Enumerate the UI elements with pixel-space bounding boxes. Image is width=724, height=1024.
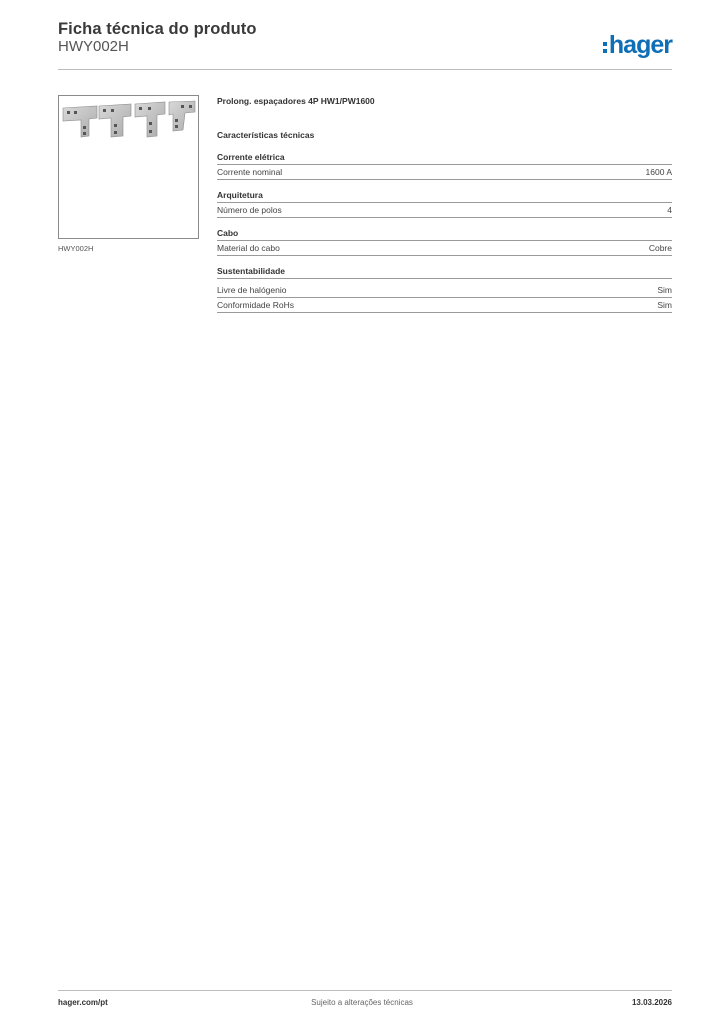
spec-group-cable — [217, 228, 672, 256]
spec-group-architecture — [217, 190, 672, 218]
spec-label: Conformidade RoHs — [217, 300, 295, 310]
spec-label: Corrente nominal — [217, 167, 283, 177]
hager-logo[interactable] — [603, 24, 672, 58]
spec-label: Número de polos — [217, 205, 282, 215]
spec-label: Livre de halógenio — [217, 285, 287, 295]
footer-notice: Sujeito a alterações técnicas — [311, 998, 413, 1007]
footer-divider — [58, 990, 672, 991]
spec-value: Sim — [657, 300, 672, 310]
logo-text: hager — [608, 31, 672, 59]
product-image — [58, 95, 199, 239]
busbar-extensions-icon — [59, 96, 198, 238]
spec-row — [217, 298, 672, 313]
spec-group-electric-current — [217, 152, 672, 180]
header-divider — [58, 69, 672, 70]
page-title: Ficha técnica do produto — [58, 20, 257, 38]
spec-row — [217, 203, 672, 218]
spec-value: Sim — [657, 285, 672, 295]
spec-group-sustainability — [217, 266, 672, 313]
spec-value: Cobre — [648, 243, 672, 253]
spec-value: 4 — [667, 205, 672, 215]
logo-dots-icon — [603, 42, 607, 53]
spec-row — [217, 241, 672, 256]
specs-section-title: Características técnicas — [217, 130, 315, 140]
spec-value: 1600 A — [645, 167, 672, 177]
spec-row — [217, 165, 672, 180]
group-title: Cabo — [217, 228, 672, 241]
technical-specs — [217, 96, 672, 323]
spec-label: Material do cabo — [217, 243, 280, 253]
product-code: HWY002H — [58, 38, 129, 55]
group-title: Arquitetura — [217, 190, 672, 203]
product-description: Prolong. espaçadores 4P HW1/PW1600 — [217, 96, 375, 106]
group-title: Corrente elétrica — [217, 152, 672, 165]
image-caption: HWY002H — [58, 244, 94, 253]
group-title: Sustentabilidade — [217, 266, 672, 279]
footer-date: 13.03.2026 — [631, 998, 672, 1007]
spec-row — [217, 283, 672, 298]
footer-website-link[interactable]: hager.com/pt — [58, 998, 108, 1007]
